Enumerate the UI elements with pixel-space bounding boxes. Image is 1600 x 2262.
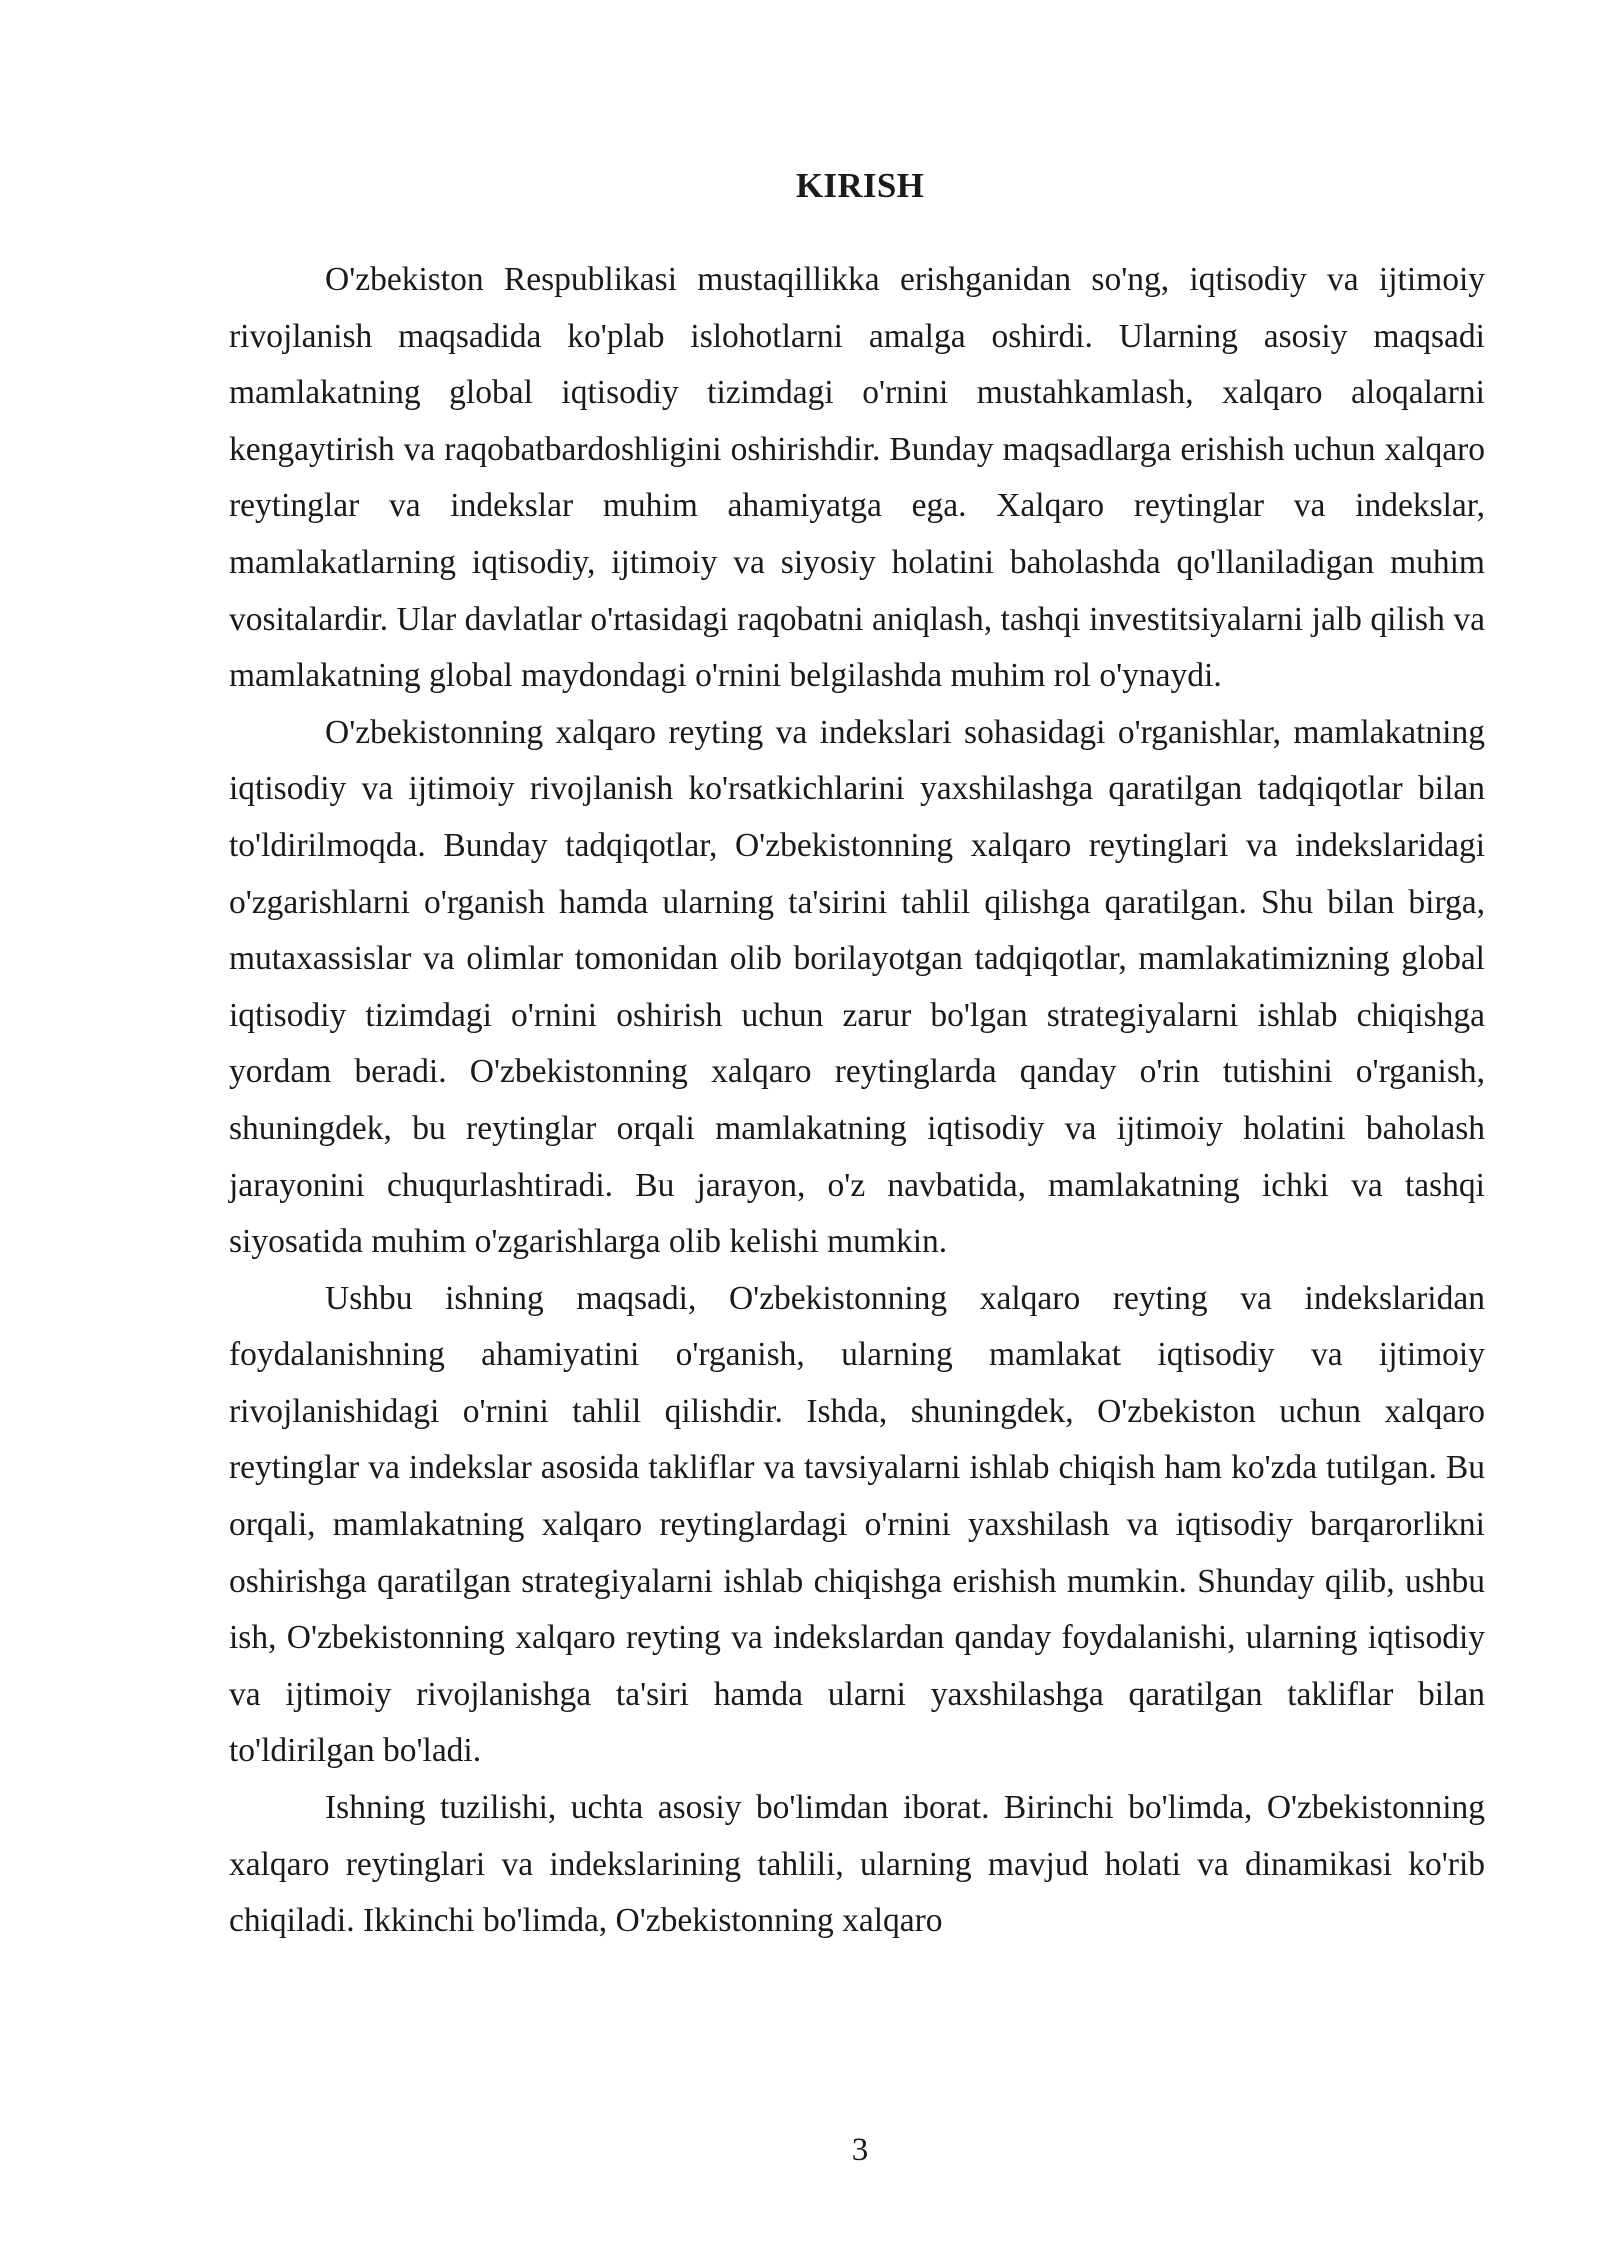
paragraph: O'zbekiston Respublikasi mustaqillikka erishganidan so'ng, iqtisodiy va ijtimoiy rivojlanish maqsadida ko'plab islohotlarni amalga oshirdi. Ularning asosiy maqsadi mamlakatning global iqtisodiy tizimdagi o'rnini mustahkamlash, xalqaro aloqalarni kengaytirish va raqobatbardoshligini oshirishdir. Bunday maqsadlarga erishish uchun xalqaro reytinglar va indekslar muhim ahamiyatga ega. Xalqaro reytinglar va indekslar, mamlakatlarning iqtisodiy, ijtimoiy va siyosiy holatini baholashda qo'llaniladigan muhim vositalardir. Ular davlatlar o'rtasidagi raqobatni aniqlash, tashqi investitsiyalarni jalb qilish va mamlakatning global maydondagi o'rnini belgilashda muhim rol o'ynaydi. (229, 261, 1485, 695)
section-title: KIRISH (795, 166, 925, 205)
page-number: 3 (851, 2132, 869, 2168)
paragraph: O'zbekistonning xalqaro reyting va indekslari sohasidagi o'rganishlar, mamlakatning iqtisodiy va ijtimoiy rivojlanish ko'rsatkichlarini yaxshilashga qaratilgan tadqiqotlar bilan to'ldirilmoqda. Bunday tadqiqotlar, O'zbekistonning xalqaro reytinglari va indekslaridagi o'zgarishlarni o'rganish hamda ularning ta'sirini tahlil qilishga qaratilgan. Shu bilan birga, mutaxassislar va olimlar tomonidan olib borilayotgan tadqiqotlar, mamlakatimizning global iqtisodiy tizimdagi o'rnini oshirish uchun zarur bo'lgan strategiyalarni ishlab chiqishga yordam beradi. O'zbekistonning xalqaro reytinglarda qanday o'rin tutishini o'rganish, shuningdek, bu reytinglar orqali mamlakatning iqtisodiy va ijtimoiy holatini baholash jarayonini chuqurlashtiradi. Bu jarayon, o'z navbatida, mamlakatning ichki va tashqi siyosatida muhim o'zgarishlarga olib kelishi mumkin. (229, 713, 1485, 1261)
paragraph: Ishning tuzilishi, uchta asosiy bo'limdan iborat. Birinchi bo'limda, O'zbekistonning xalqaro reytinglari va indekslarining tahlili, ularning mavjud holati va dinamikasi ko'rib chiqiladi. Ikkinchi bo'limda, O'zbekistonning xalqaro (229, 1789, 1485, 1940)
paragraph: Ushbu ishning maqsadi, O'zbekistonning xalqaro reyting va indekslaridan foydalanishning ahamiyatini o'rganish, ularning mamlakat iqtisodiy va ijtimoiy rivojlanishidagi o'rnini tahlil qilishdir. Ishda, shuningdek, O'zbekiston uchun xalqaro reytinglar va indekslar asosida takliflar va tavsiyalarni ishlab chiqish ham ko'zda tutilgan. Bu orqali, mamlakatning xalqaro reytinglardagi o'rnini yaxshilash va iqtisodiy barqarorlikni oshirishga qaratilgan strategiyalarni ishlab chiqishga erishish mumkin. Shunday qilib, ushbu ish, O'zbekistonning xalqaro reyting va indekslardan qanday foydalanishi, ularning iqtisodiy va ijtimoiy rivojlanishga ta'siri hamda ularni yaxshilashga qaratilgan takliflar bilan to'ldirilgan bo'ladi. (229, 1279, 1485, 1770)
body-text (229, 252, 1485, 1950)
